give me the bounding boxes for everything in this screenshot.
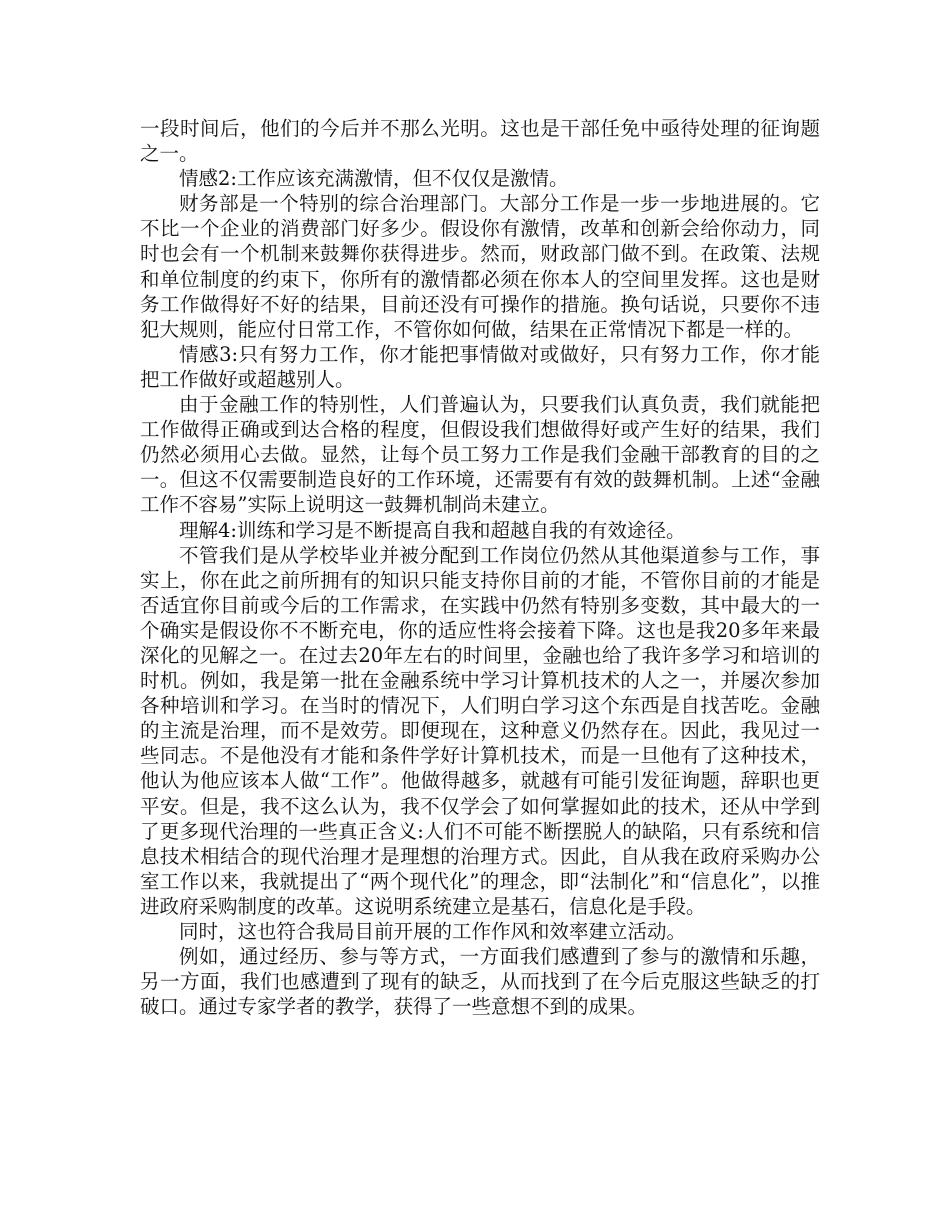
paragraph-heading-emotion-3: 情感3:只有努力工作，你才能把事情做对或做好，只有努力工作，你才能把工作做好或超越别人。 [140, 342, 820, 391]
paragraph-continuation: 一段时间后，他们的今后并不那么光明。这也是干部任免中亟待处理的征询题之一。 [140, 117, 820, 166]
paragraph-experience: 例如，通过经历、参与等方式，一方面我们感遭到了参与的激情和乐趣，另一方面，我们也感遭到了现有的缺乏，从而找到了在今后克服这些缺乏的打破口。通过专家学者的教学，获得了一些意想不到的成果。 [140, 945, 820, 1019]
document-body [140, 116, 820, 1019]
paragraph-heading-understanding-4: 理解4:训练和学习是不断提高自我和超越自我的有效途径。 [179, 518, 686, 542]
paragraph-finance-department: 财务部是一个特别的综合治理部门。大部分工作是一步一步地进展的。它不比一个企业的消费部门好多少。假设你有激情，改革和创新会给你动力，同时也会有一个机制来鼓舞你获得进步。然而，财政部门做不到。在政策、法规和单位制度的约束下，你所有的激情都必须在你本人的空间里发挥。这也是财务工作做得好不好的结果，目前还没有可操作的措施。换句话说，只要你不违犯大规则，能应付日常工作，不管你如何做，结果在正常情况下都是一样的。 [140, 192, 820, 341]
paragraph-finance-work: 由于金融工作的特别性，人们普遍认为，只要我们认真负责，我们就能把工作做得正确或到达合格的程度，但假设我们想做得好或产生好的结果，我们仍然必须用心去做。显然，让每个员工努力工作是我们金融干部教育的目的之一。但这不仅需要制造良好的工作环境，还需要有有效的鼓舞机制。上述“金融工作不容易”实际上说明这一鼓舞机制尚未建立。 [140, 393, 820, 517]
paragraph-work-style: 同时，这也符合我局目前开展的工作作风和效率建立活动。 [179, 920, 687, 943]
paragraph-training-learning: 不管我们是从学校毕业并被分配到工作岗位仍然从其他渠道参与工作，事实上，你在此之前所拥有的知识只能支持你目前的才能，不管你目前的才能是否适宜你目前或今后的工作需求，在实践中仍然有特别多变数，其中最大的一个确实是假设你不不断充电，你的适应性将会接着下降。这也是我20多年来最深化的见解之一。在过去20年左右的时间里，金融也给了我许多学习和培训的时机。例如，我是第一批在金融系统中学习计算机技术的人之一，并屡次参加各种培训和学习。在当时的情况下，人们明白学习这个东西是自找苦吃。金融的主流是治理，而不是效劳。即便现在，这种意义仍然存在。因此，我见过一些同志。不是他没有才能和条件学好计算机技术，而是一旦他有了这种技术，他认为他应该本人做“工作”。他做得越多，就越有可能引发征询题，辞职也更平安。但是，我不这么认为，我不仅学会了如何掌握如此的技术，还从中学到了更多现代治理的一些真正含义:人们不可能不断摆脱人的缺陷，只有系统和信息技术相结合的现代治理才是理想的治理方式。因此，自从我在政府采购办公室工作以来，我就提出了“两个现代化”的理念，即“法制化”和“信息化”，以推进政府采购制度的改革。这说明系统建立是基石，信息化是手段。 [140, 543, 820, 918]
paragraph-heading-emotion-2: 情感2:工作应该充满激情，但不仅仅是激情。 [179, 167, 569, 191]
